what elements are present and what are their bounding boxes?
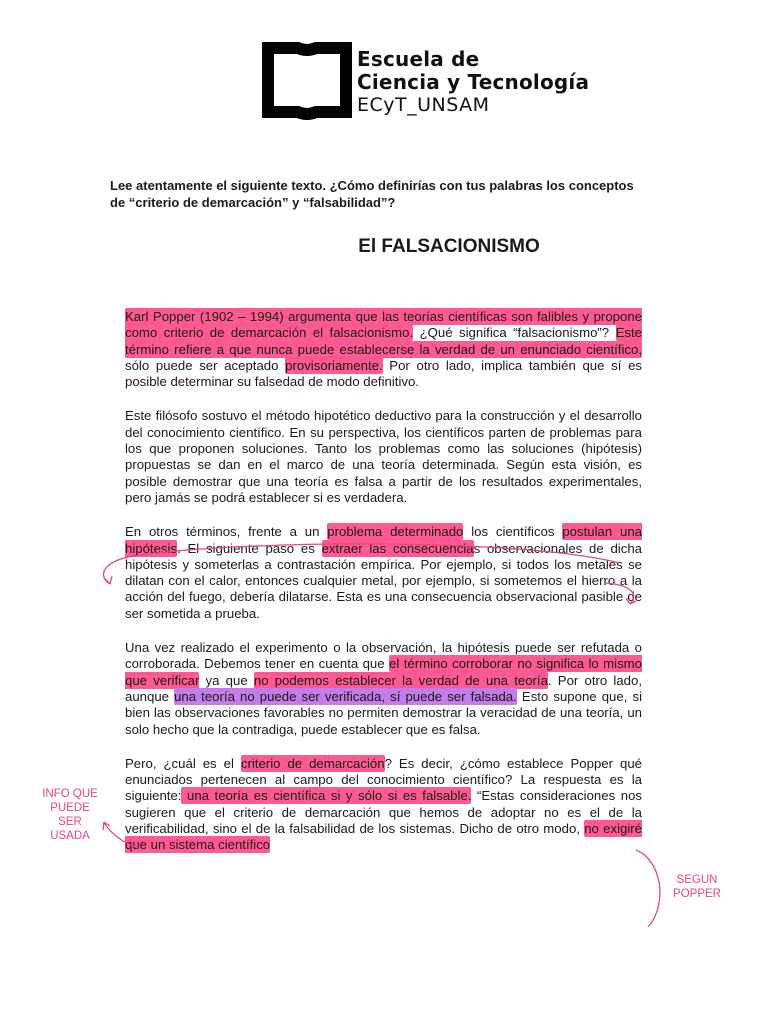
logo-line-2: Ciencia y Tecnología — [357, 70, 590, 94]
paragraph-3 — [125, 524, 642, 622]
school-logo — [262, 42, 662, 122]
highlight: el término corroborar no significa lo mismo que verificar — [125, 656, 642, 688]
text-run: Este filósofo sostuvo el método hipotético deductivo para la construcción y el desarrollo del conocimiento científico. En su perspectiva, los científicos parten de problemas para los que proponen soluciones. Tanto los problemas como las soluciones (hipótesis) propuestas se dan en el marco de una teoría determinada. Según esta visión, es posible demostrar que una teoría es falsa a partir de los resultados experimentales, pero jamás se podrá establecer si es verdadera. — [125, 408, 642, 505]
paragraph-2 — [125, 408, 642, 506]
text-run: sólo puede ser aceptado — [125, 357, 286, 373]
text-run: Una vez realizado el experimento o la observación, la hipótesis puede ser refutada o corroborada. Debemos tener en cuenta que — [125, 640, 642, 672]
text-run: En otros términos, frente a un — [125, 524, 328, 540]
open-book-icon — [262, 42, 352, 120]
arrow-head-left — [104, 576, 112, 584]
text-run: s observacionales de dicha hipótesis y someterlas a contrastación empírica. Por ejemplo, si todos los metales se dilatan con el calor, entonces cualquier metal, por ejemplo, si sometemos el hierro a la acción del fuego, debería dilatarse. Esta es una consecuencia observacional pasible de ser sometida a prueba. — [125, 540, 642, 621]
text-run: Por otro lado, implica también que sí es posible determinar su falsedad de modo definitivo. — [125, 357, 642, 390]
highlight-violet: una teoría no puede ser verificada, sí puede ser falsada. — [174, 688, 517, 704]
paragraph-4 — [125, 640, 642, 738]
text-run: . Por otro lado, aunque — [125, 672, 642, 704]
text-run: ? Es decir, ¿cómo establece Popper qué enunciados pertenecen al campo del conocimiento científico? La respuesta es la siguiente: — [125, 755, 642, 804]
paragraph-1 — [125, 309, 642, 390]
text-run: ¿Qué significa “falsacionismo”? — [413, 325, 616, 341]
note-segun-popper: SEGUN POPPER — [673, 874, 721, 900]
highlight: criterio de demarcación — [240, 755, 385, 771]
text-run: “Estas consideraciones nos sugieren que el criterio de demarcación que hemos de adoptar no es el de la verificabilidad, sino el de la falsabilidad de los sistemas. Dicho de otro modo, — [125, 788, 642, 837]
logo-text — [357, 48, 589, 116]
assignment-prompt: Lee atentamente el siguiente texto. ¿Cómo definirías con tus palabras los conceptos de “criterio de demarcación” y “falsabilidad”? — [110, 178, 634, 210]
text-run: Esto supone que, si bien las observaciones favorables no permiten demostrar la veracidad de una teoría, un solo hecho que la contradiga, puede establecer que es falsa. — [125, 688, 643, 737]
highlight: Karl Popper (1902 – 1994) argumenta que las teorías científicas son falibles y propone como criterio de demarcación el falsacionismo. — [125, 309, 642, 341]
text-run: Pero, ¿cuál es el — [125, 755, 241, 771]
logo-line-1: Escuela de — [357, 47, 480, 71]
highlight: una teoría es científica si y sólo si es falsable. — [181, 788, 472, 804]
highlight: no podemos establecer la verdad de una teoría — [253, 672, 548, 688]
logo-line-3: ECyT_UNSAM — [357, 94, 490, 116]
text-run: ya que — [199, 672, 254, 688]
highlight: extraer las consecuencia — [321, 540, 474, 556]
highlight: Este término refiere a que nunca puede establecerse la verdad de un enunciado científico, — [125, 325, 642, 357]
highlight: problema determinado — [327, 524, 464, 540]
arrow-head-left-note — [103, 822, 110, 830]
text-run: los científicos — [463, 524, 563, 540]
title-text: El FALSACIONISMO — [358, 236, 540, 257]
page-title — [0, 236, 768, 258]
paragraph-5 — [125, 756, 642, 854]
text-run: . El siguiente paso es — [177, 540, 322, 556]
highlight: no exigiré que un sistema científico — [125, 821, 642, 853]
highlight: postulan una hipótesis — [125, 524, 643, 556]
highlight: provisoriamente. — [285, 357, 383, 373]
article-body — [125, 309, 642, 872]
note-info-usable: INFO QUE PUEDE SER USADA — [42, 788, 98, 842]
